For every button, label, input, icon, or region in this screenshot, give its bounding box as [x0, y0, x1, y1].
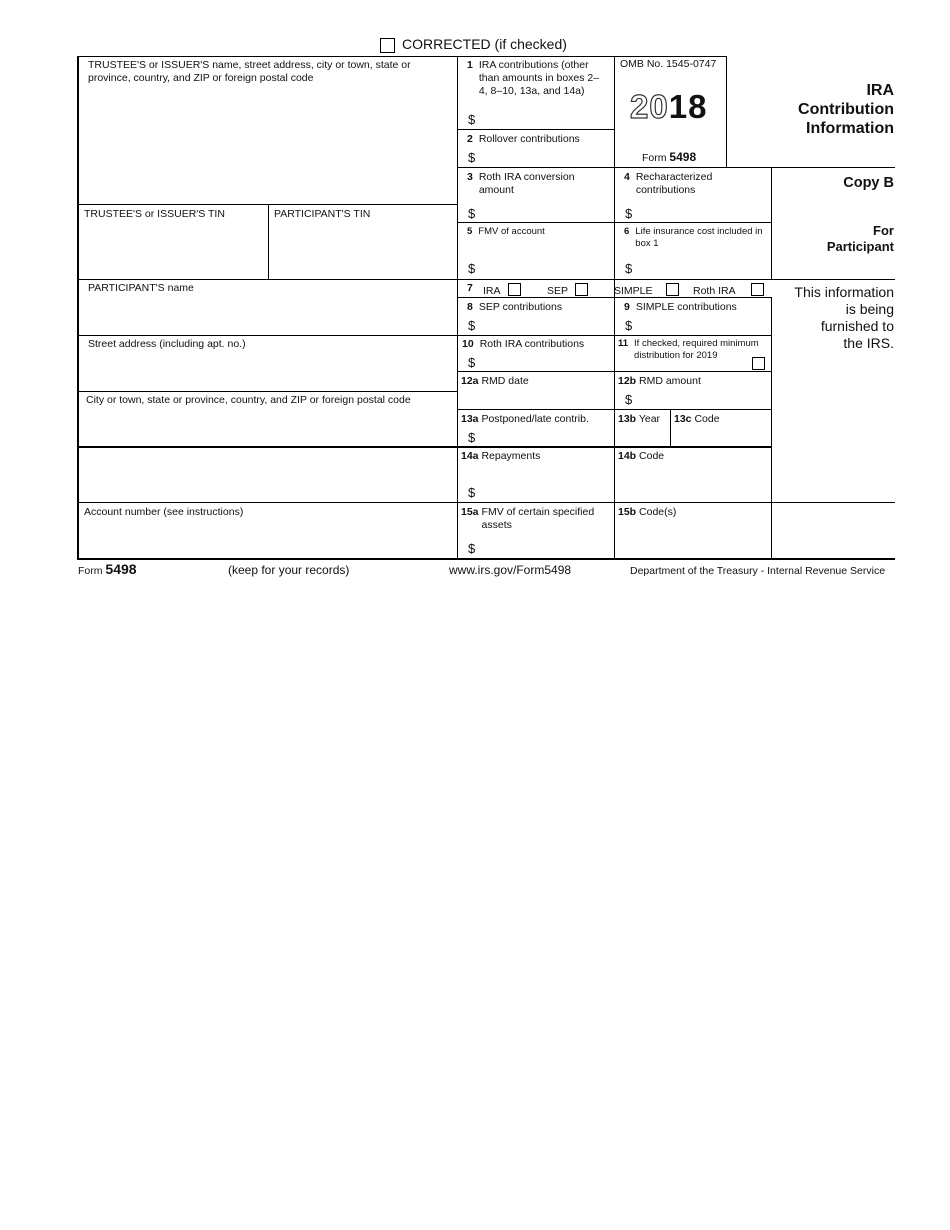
participant-tin-label: PARTICIPANT'S TIN: [274, 208, 371, 220]
corrected-checkbox[interactable]: [380, 38, 395, 53]
box15a-label: 15a FMV of certain specified assets: [461, 506, 595, 531]
box7-number: 7: [467, 282, 473, 294]
box12b-label: 12b RMD amount: [618, 375, 701, 387]
box4-label: 4 Recharacterized contributions: [624, 171, 713, 196]
footer-url[interactable]: www.irs.gov/Form5498: [449, 563, 572, 577]
box6-label: 6 Life insurance cost included in box 1: [624, 226, 763, 249]
form-title: IRA Contribution Information: [798, 82, 894, 137]
box13a-field[interactable]: [480, 427, 610, 445]
box15b-field[interactable]: [616, 520, 769, 557]
box14a-dollar: $: [468, 485, 476, 500]
footer-form-number: Form 5498: [78, 561, 137, 577]
box10-dollar: $: [468, 355, 476, 370]
box8-field[interactable]: [480, 315, 610, 334]
box5-label: 5 FMV of account: [467, 226, 545, 237]
box1-label: 1 IRA contributions (other than amounts in boxes 2–4, 8–10, 13a, and 14a): [467, 59, 600, 97]
box2-field[interactable]: [480, 147, 610, 166]
box15a-dollar: $: [468, 541, 476, 556]
form-number-top: Form 5498: [642, 150, 697, 164]
box12a-field[interactable]: [460, 389, 610, 408]
box7-ira-checkbox[interactable]: [508, 283, 521, 296]
box1-dollar: $: [468, 112, 476, 127]
trustee-tin-label: TRUSTEE'S or ISSUER'S TIN: [84, 208, 225, 220]
city-field[interactable]: [80, 408, 455, 445]
box8-label: 8 SEP contributions: [467, 301, 563, 313]
box7-sep-label: SEP: [547, 285, 569, 297]
box7-sep-checkbox[interactable]: [575, 283, 588, 296]
box2-dollar: $: [468, 150, 476, 165]
box5-field[interactable]: [480, 257, 610, 277]
box3-dollar: $: [468, 206, 476, 221]
box4-dollar: $: [625, 206, 633, 221]
box7-simple-checkbox[interactable]: [666, 283, 679, 296]
box12b-field[interactable]: [637, 389, 767, 408]
tax-year: 2018: [630, 88, 708, 125]
box13c-label: 13c Code: [674, 413, 720, 425]
box14a-field[interactable]: [480, 480, 610, 501]
participant-tin-field[interactable]: [270, 222, 455, 277]
box2-label: 2 Rollover contributions: [467, 133, 580, 145]
trustee-tin-field[interactable]: [80, 222, 266, 277]
box1-field[interactable]: [480, 108, 610, 128]
box13a-label: 13a Postponed/late contrib.: [461, 413, 589, 425]
participant-name-field[interactable]: [80, 296, 455, 333]
box7-roth-label: Roth IRA: [693, 285, 736, 297]
box12b-dollar: $: [625, 392, 633, 407]
box10-label: 10 Roth IRA contributions: [462, 338, 585, 350]
street-address-label: Street address (including apt. no.): [88, 338, 246, 350]
box13a-dollar: $: [468, 430, 476, 445]
street-address-field[interactable]: [80, 352, 455, 389]
trustee-name-field[interactable]: [80, 90, 455, 202]
box9-label: 9 SIMPLE contributions: [624, 301, 737, 313]
box7-simple-label: SIMPLE: [614, 285, 653, 297]
box13c-field[interactable]: [672, 427, 769, 445]
box6-field[interactable]: [637, 257, 767, 277]
for-participant-label: For Participant: [826, 223, 894, 254]
box5-dollar: $: [468, 261, 476, 276]
box14b-field[interactable]: [616, 465, 769, 501]
box15b-label: 15b Code(s): [618, 506, 677, 518]
box13b-label: 13b Year: [618, 413, 661, 425]
irs-info-note: This information is being furnished to the IRS.: [794, 284, 894, 351]
box12a-label: 12a RMD date: [461, 375, 529, 387]
copy-b-label: Copy B: [843, 175, 894, 191]
box3-field[interactable]: [480, 202, 610, 221]
box3-label: 3 Roth IRA conversion amount: [467, 171, 575, 196]
box9-dollar: $: [625, 318, 633, 333]
box15a-field[interactable]: [480, 536, 610, 557]
participant-name-label: PARTICIPANT'S name: [88, 282, 194, 294]
footer-department: Department of the Treasury - Internal Revenue Service: [630, 565, 886, 577]
box7-ira-label: IRA: [483, 285, 501, 297]
box6-dollar: $: [625, 261, 633, 276]
account-number-label: Account number (see instructions): [84, 506, 244, 518]
blank-field[interactable]: [80, 449, 455, 500]
box14a-label: 14a Repayments: [461, 450, 541, 462]
box11-checkbox[interactable]: [752, 357, 765, 370]
account-number-field[interactable]: [80, 520, 455, 557]
footer-keep-records: (keep for your records): [228, 563, 350, 577]
box14b-label: 14b Code: [618, 450, 665, 462]
omb-number: OMB No. 1545-0747: [620, 58, 717, 70]
box8-dollar: $: [468, 318, 476, 333]
box11-label: 11 If checked, required minimum distribution for 2019: [618, 338, 759, 361]
box13b-field[interactable]: [616, 427, 668, 445]
trustee-name-label: TRUSTEE'S or ISSUER'S name, street address, city or town, state or province, country, and ZIP or foreign postal code: [88, 59, 411, 84]
city-label: City or town, state or province, country, and ZIP or foreign postal code: [86, 394, 411, 406]
box4-field[interactable]: [637, 202, 767, 221]
box7-roth-checkbox[interactable]: [751, 283, 764, 296]
box10-field[interactable]: [480, 352, 610, 370]
box9-field[interactable]: [637, 315, 767, 334]
corrected-label: CORRECTED (if checked): [402, 36, 567, 52]
